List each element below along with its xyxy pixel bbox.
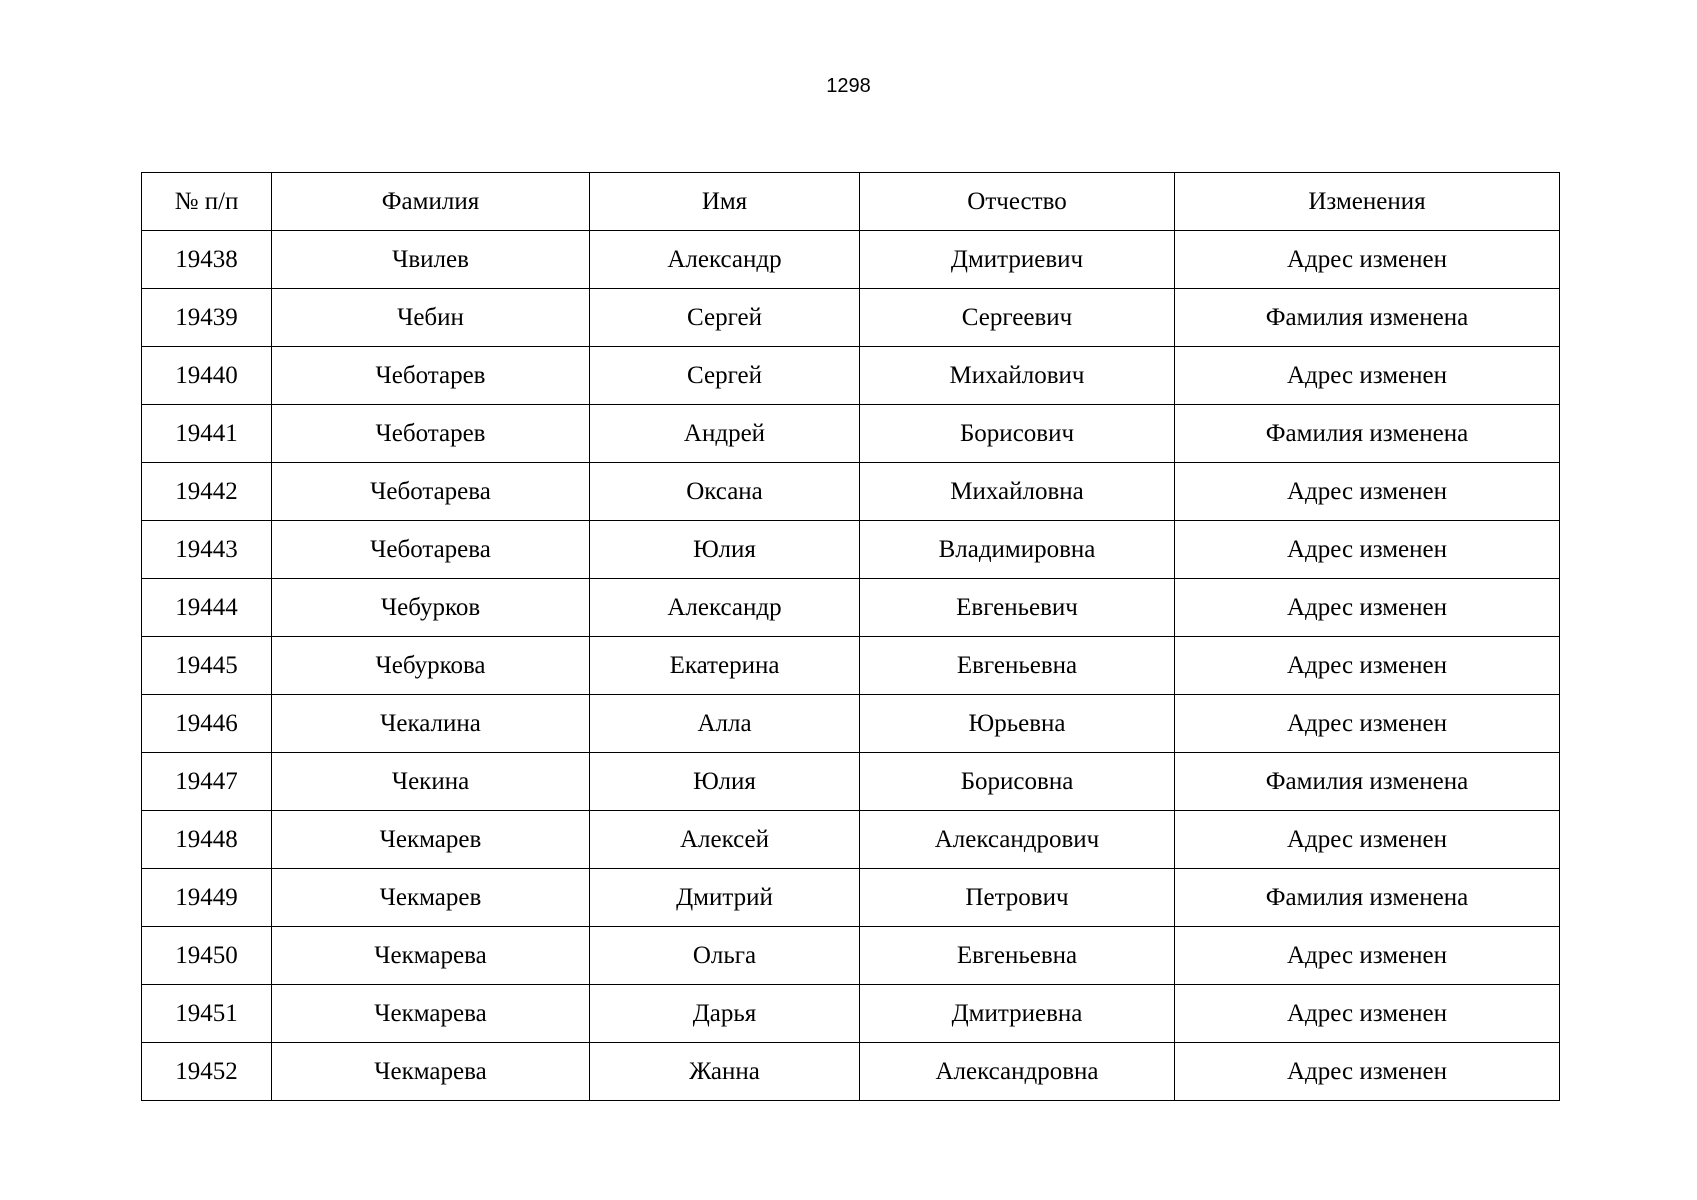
cell-patronymic: Петрович <box>860 869 1175 927</box>
cell-first-name: Алексей <box>590 811 860 869</box>
cell-patronymic: Борисовна <box>860 753 1175 811</box>
cell-changes: Фамилия изменена <box>1175 289 1560 347</box>
cell-first-name: Юлия <box>590 753 860 811</box>
cell-first-name: Алла <box>590 695 860 753</box>
header-patronymic: Отчество <box>860 173 1175 231</box>
cell-last-name: Чеботарев <box>272 405 590 463</box>
cell-number: 19448 <box>142 811 272 869</box>
cell-patronymic: Юрьевна <box>860 695 1175 753</box>
cell-changes: Адрес изменен <box>1175 811 1560 869</box>
cell-last-name: Чекмарева <box>272 1043 590 1101</box>
table-row <box>142 695 1560 753</box>
table-row <box>142 1043 1560 1101</box>
cell-last-name: Чекалина <box>272 695 590 753</box>
header-first-name: Имя <box>590 173 860 231</box>
cell-patronymic: Михайлович <box>860 347 1175 405</box>
cell-number: 19444 <box>142 579 272 637</box>
cell-patronymic: Александровна <box>860 1043 1175 1101</box>
cell-number: 19443 <box>142 521 272 579</box>
cell-first-name: Андрей <box>590 405 860 463</box>
cell-number: 19449 <box>142 869 272 927</box>
cell-changes: Фамилия изменена <box>1175 753 1560 811</box>
cell-changes: Фамилия изменена <box>1175 405 1560 463</box>
cell-first-name: Оксана <box>590 463 860 521</box>
cell-number: 19440 <box>142 347 272 405</box>
table-body <box>142 231 1560 1101</box>
cell-changes: Адрес изменен <box>1175 521 1560 579</box>
cell-number: 19452 <box>142 1043 272 1101</box>
cell-first-name: Екатерина <box>590 637 860 695</box>
header-last-name: Фамилия <box>272 173 590 231</box>
header-changes: Изменения <box>1175 173 1560 231</box>
cell-number: 19438 <box>142 231 272 289</box>
cell-last-name: Чебурков <box>272 579 590 637</box>
cell-last-name: Чеботарева <box>272 521 590 579</box>
cell-patronymic: Евгеньевич <box>860 579 1175 637</box>
cell-number: 19445 <box>142 637 272 695</box>
table-row <box>142 521 1560 579</box>
cell-changes: Адрес изменен <box>1175 463 1560 521</box>
table-row <box>142 579 1560 637</box>
cell-first-name: Жанна <box>590 1043 860 1101</box>
table-row <box>142 985 1560 1043</box>
table-row <box>142 869 1560 927</box>
cell-changes: Фамилия изменена <box>1175 869 1560 927</box>
cell-number: 19447 <box>142 753 272 811</box>
cell-patronymic: Сергеевич <box>860 289 1175 347</box>
cell-first-name: Александр <box>590 579 860 637</box>
table-row <box>142 347 1560 405</box>
table-row <box>142 637 1560 695</box>
table-header-row <box>142 173 1560 231</box>
header-number: № п/п <box>142 173 272 231</box>
cell-changes: Адрес изменен <box>1175 637 1560 695</box>
table-row <box>142 811 1560 869</box>
cell-changes: Адрес изменен <box>1175 985 1560 1043</box>
cell-patronymic: Владимировна <box>860 521 1175 579</box>
cell-changes: Адрес изменен <box>1175 695 1560 753</box>
table-row <box>142 405 1560 463</box>
cell-patronymic: Дмитриевич <box>860 231 1175 289</box>
cell-first-name: Сергей <box>590 289 860 347</box>
cell-first-name: Александр <box>590 231 860 289</box>
cell-patronymic: Дмитриевна <box>860 985 1175 1043</box>
cell-first-name: Сергей <box>590 347 860 405</box>
cell-changes: Адрес изменен <box>1175 579 1560 637</box>
cell-changes: Адрес изменен <box>1175 927 1560 985</box>
cell-number: 19450 <box>142 927 272 985</box>
cell-last-name: Чекина <box>272 753 590 811</box>
cell-last-name: Чекмарев <box>272 811 590 869</box>
cell-first-name: Юлия <box>590 521 860 579</box>
cell-last-name: Чвилев <box>272 231 590 289</box>
cell-patronymic: Евгеньевна <box>860 637 1175 695</box>
cell-number: 19446 <box>142 695 272 753</box>
cell-first-name: Дмитрий <box>590 869 860 927</box>
table-row <box>142 753 1560 811</box>
cell-last-name: Чекмарева <box>272 927 590 985</box>
cell-patronymic: Александрович <box>860 811 1175 869</box>
page-number: 1298 <box>826 75 871 97</box>
cell-changes: Адрес изменен <box>1175 1043 1560 1101</box>
cell-number: 19442 <box>142 463 272 521</box>
cell-first-name: Дарья <box>590 985 860 1043</box>
registry-table <box>141 172 1560 1101</box>
table-row <box>142 463 1560 521</box>
cell-last-name: Чеботарев <box>272 347 590 405</box>
table-row <box>142 231 1560 289</box>
cell-patronymic: Михайловна <box>860 463 1175 521</box>
cell-number: 19439 <box>142 289 272 347</box>
table-row <box>142 927 1560 985</box>
cell-first-name: Ольга <box>590 927 860 985</box>
cell-last-name: Чеботарева <box>272 463 590 521</box>
cell-last-name: Чебуркова <box>272 637 590 695</box>
cell-changes: Адрес изменен <box>1175 347 1560 405</box>
cell-patronymic: Борисович <box>860 405 1175 463</box>
cell-last-name: Чебин <box>272 289 590 347</box>
cell-last-name: Чекмарева <box>272 985 590 1043</box>
cell-last-name: Чекмарев <box>272 869 590 927</box>
table-row <box>142 289 1560 347</box>
cell-patronymic: Евгеньевна <box>860 927 1175 985</box>
cell-number: 19451 <box>142 985 272 1043</box>
cell-number: 19441 <box>142 405 272 463</box>
cell-changes: Адрес изменен <box>1175 231 1560 289</box>
